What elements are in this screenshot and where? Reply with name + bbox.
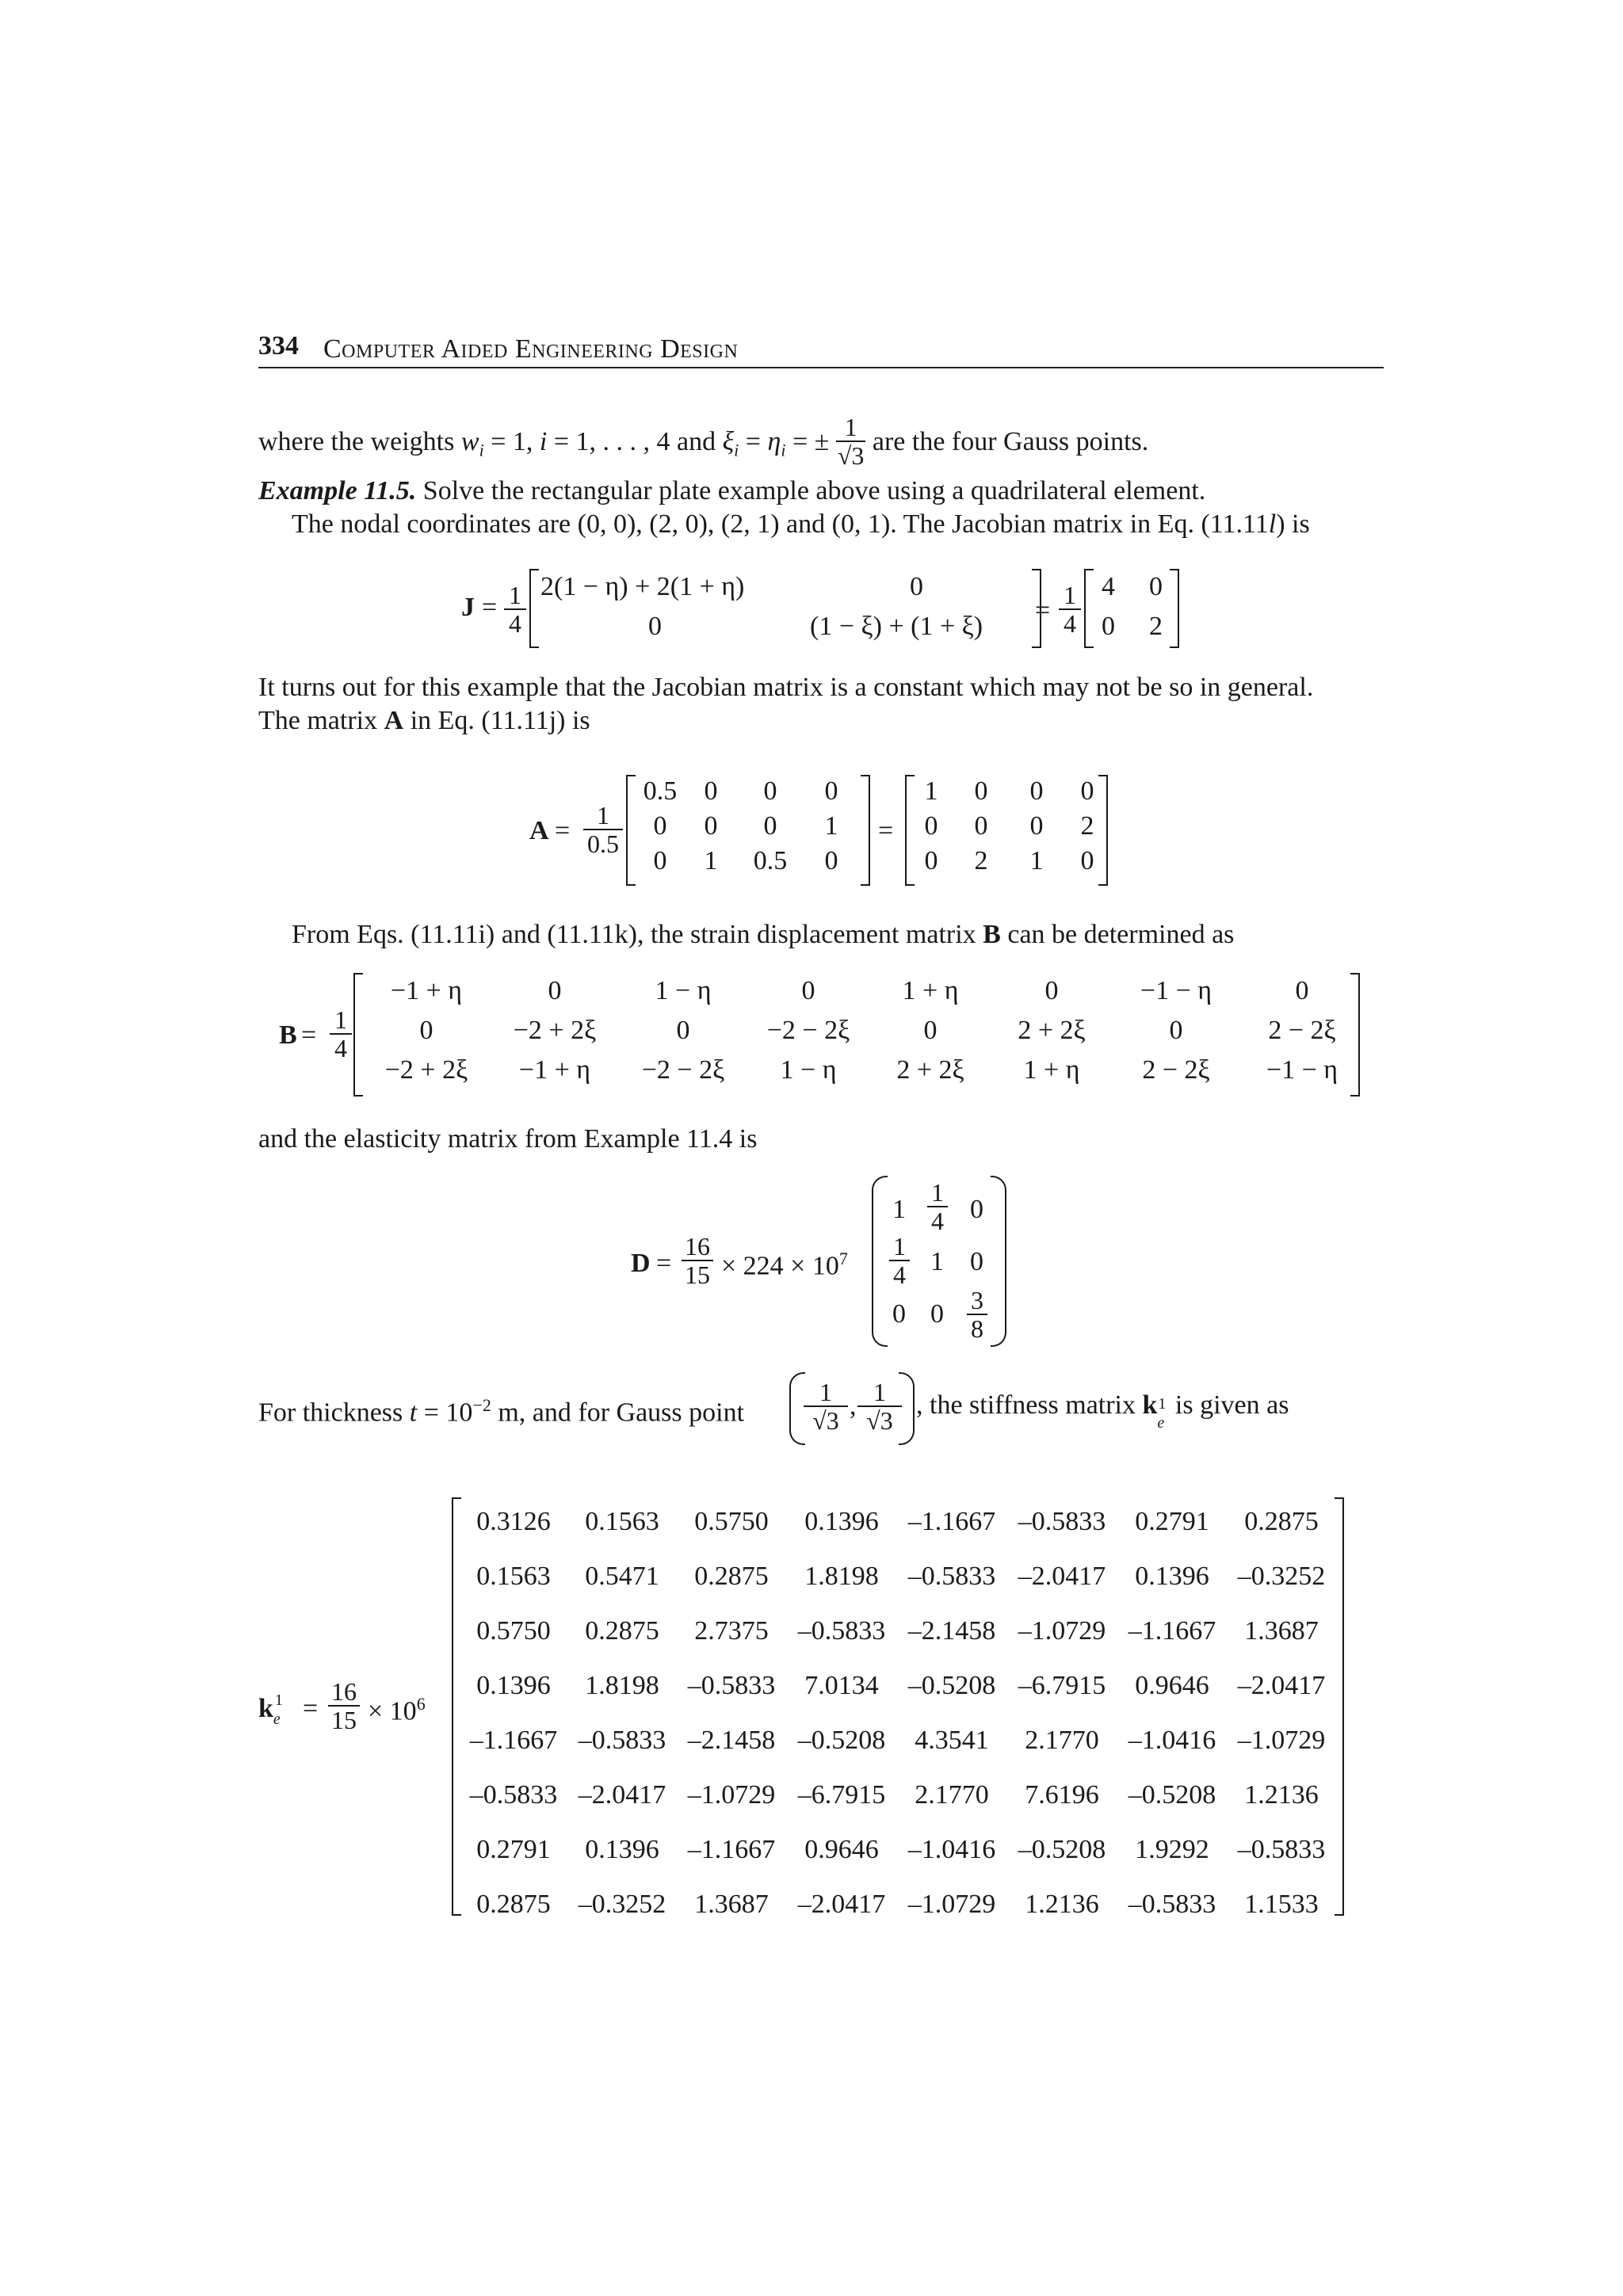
matrix-a-left-grid: 0.5 0 0 0 0 0 0 1 0 1 0.5 0 (643, 776, 838, 875)
stiffness-cell: 0.1396 (1135, 1562, 1209, 1591)
stiffness-cell: 7.0134 (804, 1671, 879, 1700)
stiffness-cell: –0.5833 (1128, 1890, 1216, 1919)
stiffness-cell: 2.1770 (1025, 1726, 1099, 1755)
matrix-d: 1 1 4 0 1 4 1 0 0 0 3 8 (872, 1176, 1006, 1347)
constant-jacobian-text: It turns out for this example that the Jacobian matrix is a constant which may not be so in general. (258, 673, 1314, 702)
stiffness-cell: –2.0417 (1237, 1671, 1326, 1700)
jacobian-eq2: = (1035, 596, 1051, 625)
matrix-b-lhs: B (279, 1020, 297, 1050)
stiffness-cell: –1.0729 (907, 1890, 996, 1919)
matrix-a-intro: The matrix A in Eq. (11.11j) is (258, 706, 590, 735)
stiffness-cell: –0.5833 (469, 1780, 558, 1810)
matrix-b-intro: From Eqs. (11.11i) and (11.11k), the strain displacement matrix B can be determined as (292, 920, 1235, 949)
stiffness-cell: –0.5208 (1018, 1835, 1106, 1864)
stiffness-cell: –0.5833 (578, 1726, 666, 1755)
example-label: Example 11.5. (258, 476, 417, 505)
intro-line: where the weights $w_i = 1$, i = 1, . . . , 4 and $\xi_i = \eta_i$ = ± $\frac{1}{√3}$ are the four Gauss points. (258, 413, 1149, 470)
running-title: Computer Aided Engineering Design (323, 334, 739, 364)
stiffness-cell: –6.7915 (797, 1780, 886, 1810)
stiffness-cell: –0.5833 (1237, 1835, 1326, 1864)
jacobian-eq: = (482, 593, 498, 622)
matrix-a-scale: 1 0.5 (583, 802, 623, 857)
jacobian-lhs: J (461, 593, 475, 622)
stiffness-cell: 0.1396 (585, 1835, 659, 1864)
matrix-d-lhs: D (631, 1249, 651, 1278)
stiffness-cell: 2.7375 (694, 1616, 769, 1646)
stiffness-cell: –2.1458 (687, 1726, 776, 1755)
stiffness-cell: 0.1396 (804, 1507, 879, 1536)
stiffness-cell: 0.9646 (804, 1835, 879, 1864)
stiffness-cell: 0.1563 (476, 1562, 551, 1591)
stiffness-cell: 1.2136 (1244, 1780, 1319, 1810)
matrix-a-eq2: = (878, 816, 894, 845)
stiffness-cell: –0.5833 (687, 1671, 776, 1700)
jacobian-matrix: 2(1 − η) + 2(1 + η) 0 0 (1 − ξ) + (1 + ξ) (529, 569, 1041, 648)
stiffness-cell: –2.0417 (1018, 1562, 1106, 1591)
stiffness-cell: –0.5833 (907, 1562, 996, 1591)
matrix-a-right-grid: 1 0 0 0 0 0 0 2 0 2 1 0 (924, 776, 1094, 875)
stiffness-cell: 1.2136 (1025, 1890, 1099, 1919)
stiffness-cell: 0.2875 (476, 1890, 551, 1919)
jacobian-scale: 1 4 (504, 582, 526, 637)
stiffness-cell: 0.2791 (1135, 1507, 1209, 1536)
stiffness-cell: –1.1667 (687, 1835, 776, 1864)
matrix-a-right (905, 775, 1108, 886)
stiffness-cell: 0.2791 (476, 1835, 551, 1864)
jacobian-scale2: 1 4 (1059, 582, 1081, 637)
stiffness-cell: –0.5208 (907, 1671, 996, 1700)
stiffness-cell: 0.3126 (476, 1507, 551, 1536)
page-number: 334 (258, 331, 299, 360)
stiffness-cell: –1.1667 (907, 1507, 996, 1536)
matrix-k-scale: 16 15 (328, 1678, 360, 1733)
stiffness-cell: 4.3541 (915, 1726, 989, 1755)
stiffness-cell: –1.0729 (1237, 1726, 1326, 1755)
stiffness-cell: 0.2875 (694, 1562, 769, 1591)
stiffness-cell: –2.0417 (578, 1780, 666, 1810)
gauss-point-pair: 1 √3 , 1 √3 (789, 1372, 915, 1445)
stiffness-cell: 2.1770 (915, 1780, 989, 1810)
stiffness-cell: –1.0416 (907, 1835, 996, 1864)
gauss-point-text: For thickness $t = 10^{-2}$ m, and for Gauss point (258, 1395, 745, 1428)
stiffness-cell: –0.5208 (1128, 1780, 1216, 1810)
stiffness-cell: 0.5471 (585, 1562, 659, 1591)
stiffness-cell: 1.1533 (1244, 1890, 1319, 1919)
matrix-b (353, 973, 1360, 1097)
stiffness-cell: 0.9646 (1135, 1671, 1209, 1700)
stiffness-cell: –1.0729 (687, 1780, 776, 1810)
stiffness-cell: –0.5208 (797, 1726, 886, 1755)
matrix-a-lhs: A (529, 816, 549, 845)
stiffness-cell: –1.0416 (1128, 1726, 1216, 1755)
matrix-b-scale: 1 4 (330, 1006, 352, 1062)
matrix-d-multiplier: × $224 \times 10^7$ (721, 1249, 848, 1281)
stiffness-cell: 0.2875 (1244, 1507, 1319, 1536)
stiffness-cell: –0.5833 (1018, 1507, 1106, 1536)
matrix-d-intro: and the elasticity matrix from Example 11.4 is (258, 1124, 758, 1154)
stiffness-cell: 0.2875 (585, 1616, 659, 1646)
matrix-b-eq: = (301, 1020, 317, 1050)
stiffness-cell: 0.1396 (476, 1671, 551, 1700)
jacobian-result-matrix: 4 0 0 2 (1084, 569, 1179, 648)
stiffness-cell: 0.1563 (585, 1507, 659, 1536)
matrix-d-eq: = (656, 1249, 672, 1278)
stiffness-cell: 0.5750 (694, 1507, 769, 1536)
matrix-k-lhs: k 1 e (258, 1691, 283, 1728)
intro-fraction: $\frac{1}{√3}$ (837, 413, 865, 470)
stiffness-cell: –0.3252 (578, 1890, 666, 1919)
stiffness-cell: –2.1458 (907, 1616, 996, 1646)
example-statement: Example 11.5. Solve the rectangular plate example above using a quadrilateral element. (258, 476, 1206, 505)
stiffness-cell: 0.5750 (476, 1616, 551, 1646)
nodal-coordinates-text: The nodal coordinates are (0, 0), (2, 0), (2, 1) and (0, 1). The Jacobian matrix in Eq. (11.11l) is (292, 509, 1310, 539)
stiffness-matrix (452, 1497, 1344, 1919)
stiffness-cell: 1.3687 (694, 1890, 769, 1919)
stiffness-cell: –0.3252 (1237, 1562, 1326, 1591)
stiffness-cell: –1.0729 (1018, 1616, 1106, 1646)
stiffness-matrix-grid (460, 1507, 1336, 1944)
matrix-k-multiplier: × $10^6$ (368, 1694, 426, 1726)
stiffness-cell: –0.5833 (797, 1616, 886, 1646)
matrix-b-grid: −1 + η 0 1 − η 0 1 + η 0 −1 − η 0 0 −2 + 2ξ 0 −2 − 2ξ 0 2 + 2ξ 0 2 − 2ξ −2 + 2ξ −1 + η −2 − 2ξ 1 − η 2 + 2ξ 1 + η 2 − 2ξ −1 − η (384, 976, 1338, 1085)
stiffness-cell: 1.3687 (1244, 1616, 1319, 1646)
stiffness-cell: –1.1667 (1128, 1616, 1216, 1646)
matrix-d-scale: 16 15 (682, 1233, 713, 1288)
stiffness-cell: –6.7915 (1018, 1671, 1106, 1700)
stiffness-intro-text: , the stiffness matrix k 1 e is given as (916, 1390, 1289, 1432)
matrix-a-left (626, 775, 870, 886)
stiffness-cell: 1.9292 (1135, 1835, 1209, 1864)
stiffness-cell: –1.1667 (469, 1726, 558, 1755)
header-rule (258, 367, 1384, 368)
matrix-a-eq: = (555, 816, 571, 845)
stiffness-cell: 7.6196 (1025, 1780, 1099, 1810)
stiffness-cell: 1.8198 (585, 1671, 659, 1700)
stiffness-cell: 1.8198 (804, 1562, 879, 1591)
matrix-k-eq: = (303, 1694, 319, 1723)
stiffness-cell: –2.0417 (797, 1890, 886, 1919)
